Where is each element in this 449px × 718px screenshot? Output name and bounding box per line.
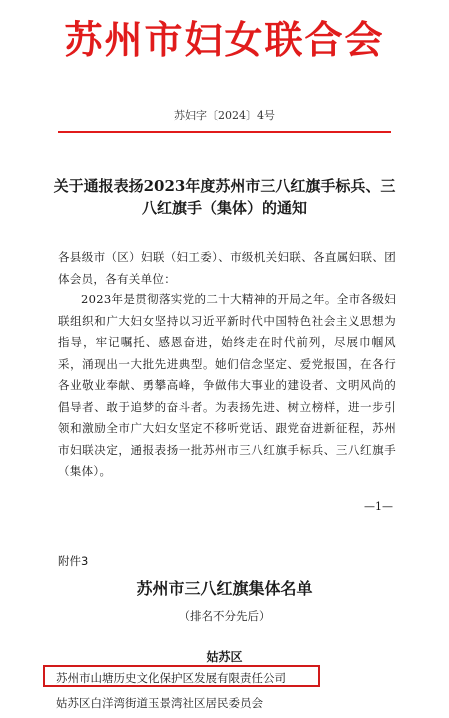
notice-title: 关于通报表扬2023年度苏州市三八红旗手标兵、三八红旗手（集体）的通知 [53, 177, 396, 217]
list-note: （排名不分先后） [178, 609, 271, 623]
list-item: 姑苏区白洋湾街道玉景湾社区居民委员会 [56, 696, 263, 710]
body-paragraph: 2023年是贯彻落实党的二十大精神的开局之年。全市各级妇联组织和广大妇女坚持以习近平新时代中国特色社会主义思想为指导，牢记嘱托、感恩奋进，始终走在时代前列，尽展巾帼风采，涌现出一大批先进典型。她们信念坚定、爱党报国，在各行各业敬业奉献、勇攀高峰，争做伟大事业的建设者、文明风尚的倡导者、敢于追梦的奋斗者。为表扬先进、树立榜样，进一步引领和激励全市广大妇女坚定不移听党话、跟党奋进新征程，苏州市妇联决定，通报表扬一批苏州市三八红旗手标兵、三八红旗手（集体）。 [58, 292, 396, 478]
list-title: 苏州市三八红旗集体名单 [136, 579, 313, 598]
doc-number: 苏妇字〔2024〕4号 [174, 109, 275, 122]
page-number: —1— [364, 500, 393, 513]
district-heading: 姑苏区 [206, 650, 243, 664]
list-item: 苏州市山塘历史文化保护区发展有限责任公司 [56, 671, 286, 685]
org-title: 苏州市妇女联合会 [64, 17, 385, 62]
addressee: 各县级市（区）妇联（妇工委）、市级机关妇联、各直属妇联、团体会员，各有关单位： [58, 250, 396, 286]
red-divider [58, 131, 391, 133]
attachment-label: 附件3 [58, 554, 89, 568]
